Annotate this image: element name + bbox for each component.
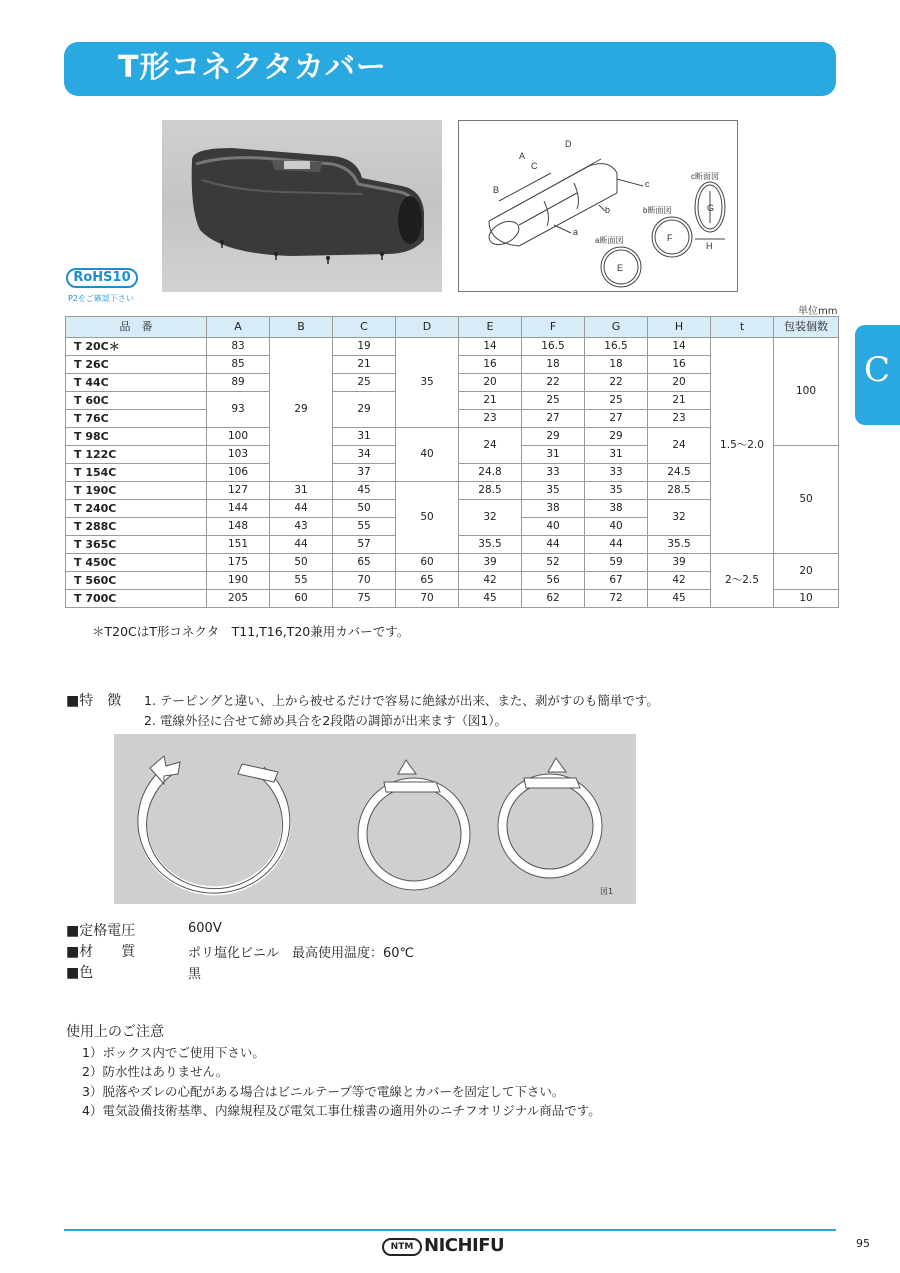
cell: 70 [333,572,396,590]
feature-item: 1. テーピングと違い、上から被せるだけで容易に絶縁が出来、また、剥がすのも簡単です。 [144,693,659,708]
rated-voltage-value: 600V [188,921,222,936]
unit-label: 単位mm [798,306,838,317]
cell: 16 [459,356,522,374]
cell: 205 [207,590,270,608]
cell: 23 [459,410,522,428]
cell: 24 [648,428,711,464]
cell: 22 [522,374,585,392]
footer-line [64,1229,836,1231]
cell: 21 [648,392,711,410]
cell: 1.5〜2.0 [711,338,774,554]
part-code: T 20C＊ [66,338,207,356]
cell: 32 [459,500,522,536]
cell: 22 [585,374,648,392]
cell: 44 [585,536,648,554]
cell: 75 [333,590,396,608]
figure-1 [114,734,636,904]
cell: 45 [648,590,711,608]
cell: 31 [270,482,333,500]
part-code: T 190C [66,482,207,500]
cell: 18 [522,356,585,374]
cell: 60 [270,590,333,608]
part-code: T 288C [66,518,207,536]
caution-item: 2）防水性はありません。 [82,1064,229,1079]
col-header: H [648,317,711,338]
cell: 29 [270,338,333,482]
col-header: C [333,317,396,338]
cell: 35.5 [459,536,522,554]
cell: 175 [207,554,270,572]
cell: 35 [396,338,459,428]
col-header: F [522,317,585,338]
dim-label-g: G [707,203,715,213]
figure-caption: 図1 [600,887,614,896]
logo-badge: NTM [382,1238,422,1256]
cell: 21 [459,392,522,410]
features-label: ■特 徴 [66,693,122,709]
cell: 34 [333,446,396,464]
cell: 38 [585,500,648,518]
cell: 100 [774,338,839,446]
cell: 2〜2.5 [711,554,774,608]
cell: 23 [648,410,711,428]
cell: 29 [585,428,648,446]
part-code: T 700C [66,590,207,608]
col-header: G [585,317,648,338]
cell: 50 [774,446,839,554]
cell: 70 [396,590,459,608]
cell: 50 [333,500,396,518]
cell: 50 [396,482,459,554]
cell: 39 [459,554,522,572]
cell: 16.5 [585,338,648,356]
cell: 19 [333,338,396,356]
table-header-row [66,317,839,338]
cell: 59 [585,554,648,572]
col-header: B [270,317,333,338]
product-photo [162,120,442,292]
part-code: T 560C [66,572,207,590]
cell: 27 [522,410,585,428]
part-code: T 26C [66,356,207,374]
cell: 31 [585,446,648,464]
color-label: ■色 [66,965,94,981]
cell: 103 [207,446,270,464]
dim-label-f: F [667,233,673,243]
cell: 25 [585,392,648,410]
cell: 52 [522,554,585,572]
cell: 24 [459,428,522,464]
cell: 35 [585,482,648,500]
cell: 55 [333,518,396,536]
rated-voltage-label: ■定格電圧 [66,923,136,939]
cell: 148 [207,518,270,536]
cell: 14 [459,338,522,356]
cell: 42 [648,572,711,590]
dim-label-d: D [565,139,572,149]
part-code: T 240C [66,500,207,518]
section-tab-letter: C [863,350,890,390]
cell: 14 [648,338,711,356]
cell: 45 [333,482,396,500]
cell: 144 [207,500,270,518]
part-code: T 365C [66,536,207,554]
cell: 16.5 [522,338,585,356]
cell: 33 [585,464,648,482]
cell: 25 [333,374,396,392]
dim-label-e: E [617,263,624,273]
cell: 20 [774,554,839,590]
section-c-label: c断面図 [691,172,719,181]
spec-table [65,316,839,608]
cell: 50 [270,554,333,572]
dim-label-c-small: c [645,179,650,189]
cell: 65 [333,554,396,572]
dim-label-c: C [531,161,538,171]
table-row [66,554,839,572]
cell: 67 [585,572,648,590]
cell: 56 [522,572,585,590]
cell: 83 [207,338,270,356]
cell: 40 [396,428,459,482]
col-header: D [396,317,459,338]
rohs-badge: RoHS10 [66,268,138,288]
part-code: T 44C [66,374,207,392]
dim-label-h: H [706,241,713,251]
cell: 40 [522,518,585,536]
caution-item: 4）電気設備技術基準、内線規程及び電気工事仕様書の適用外のニチフオリジナル商品です。 [82,1103,601,1118]
cell: 16 [648,356,711,374]
material-value: ポリ塩化ビニル 最高使用温度：60℃ [188,946,415,961]
cell: 39 [648,554,711,572]
cell: 44 [270,536,333,554]
cautions-title: 使用上のご注意 [66,1024,164,1040]
cell: 35.5 [648,536,711,554]
cell: 32 [648,500,711,536]
cell: 20 [648,374,711,392]
cell: 25 [522,392,585,410]
part-code: T 450C [66,554,207,572]
col-header: t [711,317,774,338]
cell: 190 [207,572,270,590]
table-footnote: ＊T20CはT形コネクタ T11,T16,T20兼用カバーです。 [92,624,410,639]
cell: 43 [270,518,333,536]
col-header: 品 番 [66,317,207,338]
col-header: A [207,317,270,338]
cell: 89 [207,374,270,392]
table-row [66,338,839,356]
cell: 37 [333,464,396,482]
dim-label-b: B [493,185,500,195]
cell: 10 [774,590,839,608]
cell: 72 [585,590,648,608]
rohs-note: P2をご確認下さい [68,294,134,303]
cell: 100 [207,428,270,446]
part-code: T 60C [66,392,207,410]
cell: 65 [396,572,459,590]
cell: 93 [207,392,270,428]
logo-text: NICHIFU [424,1235,505,1256]
col-header: 包装個数 [774,317,839,338]
cell: 55 [270,572,333,590]
feature-item: 2. 電線外径に合せて締め具合を2段階の調節が出来ます（図1）。 [144,713,508,728]
cell: 38 [522,500,585,518]
cell: 28.5 [459,482,522,500]
cell: 40 [585,518,648,536]
caution-item: 3）脱落やズレの心配がある場合はビニルテープ等で電線とカバーを固定して下さい。 [82,1084,565,1099]
part-code: T 122C [66,446,207,464]
col-header: E [459,317,522,338]
cell: 106 [207,464,270,482]
page-title: T形コネクタカバー [118,50,387,85]
part-code: T 76C [66,410,207,428]
section-b-label: b断面図 [643,206,672,215]
color-value: 黒 [188,967,202,982]
cell: 21 [333,356,396,374]
cell: 57 [333,536,396,554]
section-a-label: a断面図 [595,236,624,245]
dim-label-a: A [519,151,526,161]
dim-label-b-small: b [605,205,611,215]
dim-label-a-small: a [573,227,579,237]
cell: 62 [522,590,585,608]
cell: 127 [207,482,270,500]
cell: 28.5 [648,482,711,500]
cell: 44 [270,500,333,518]
caution-item: 1）ボックス内でご使用下さい。 [82,1045,265,1060]
cell: 24.8 [459,464,522,482]
page-number: 95 [856,1237,870,1250]
cell: 151 [207,536,270,554]
cell: 29 [333,392,396,428]
cell: 44 [522,536,585,554]
material-label: ■材 質 [66,944,136,960]
cell: 33 [522,464,585,482]
part-code: T 154C [66,464,207,482]
cell: 31 [522,446,585,464]
cell: 27 [585,410,648,428]
cell: 85 [207,356,270,374]
cell: 42 [459,572,522,590]
cell: 45 [459,590,522,608]
cell: 18 [585,356,648,374]
dimension-drawing [458,120,738,292]
cell: 20 [459,374,522,392]
cell: 31 [333,428,396,446]
cell: 24.5 [648,464,711,482]
cell: 29 [522,428,585,446]
part-code: T 98C [66,428,207,446]
cell: 35 [522,482,585,500]
cell: 60 [396,554,459,572]
